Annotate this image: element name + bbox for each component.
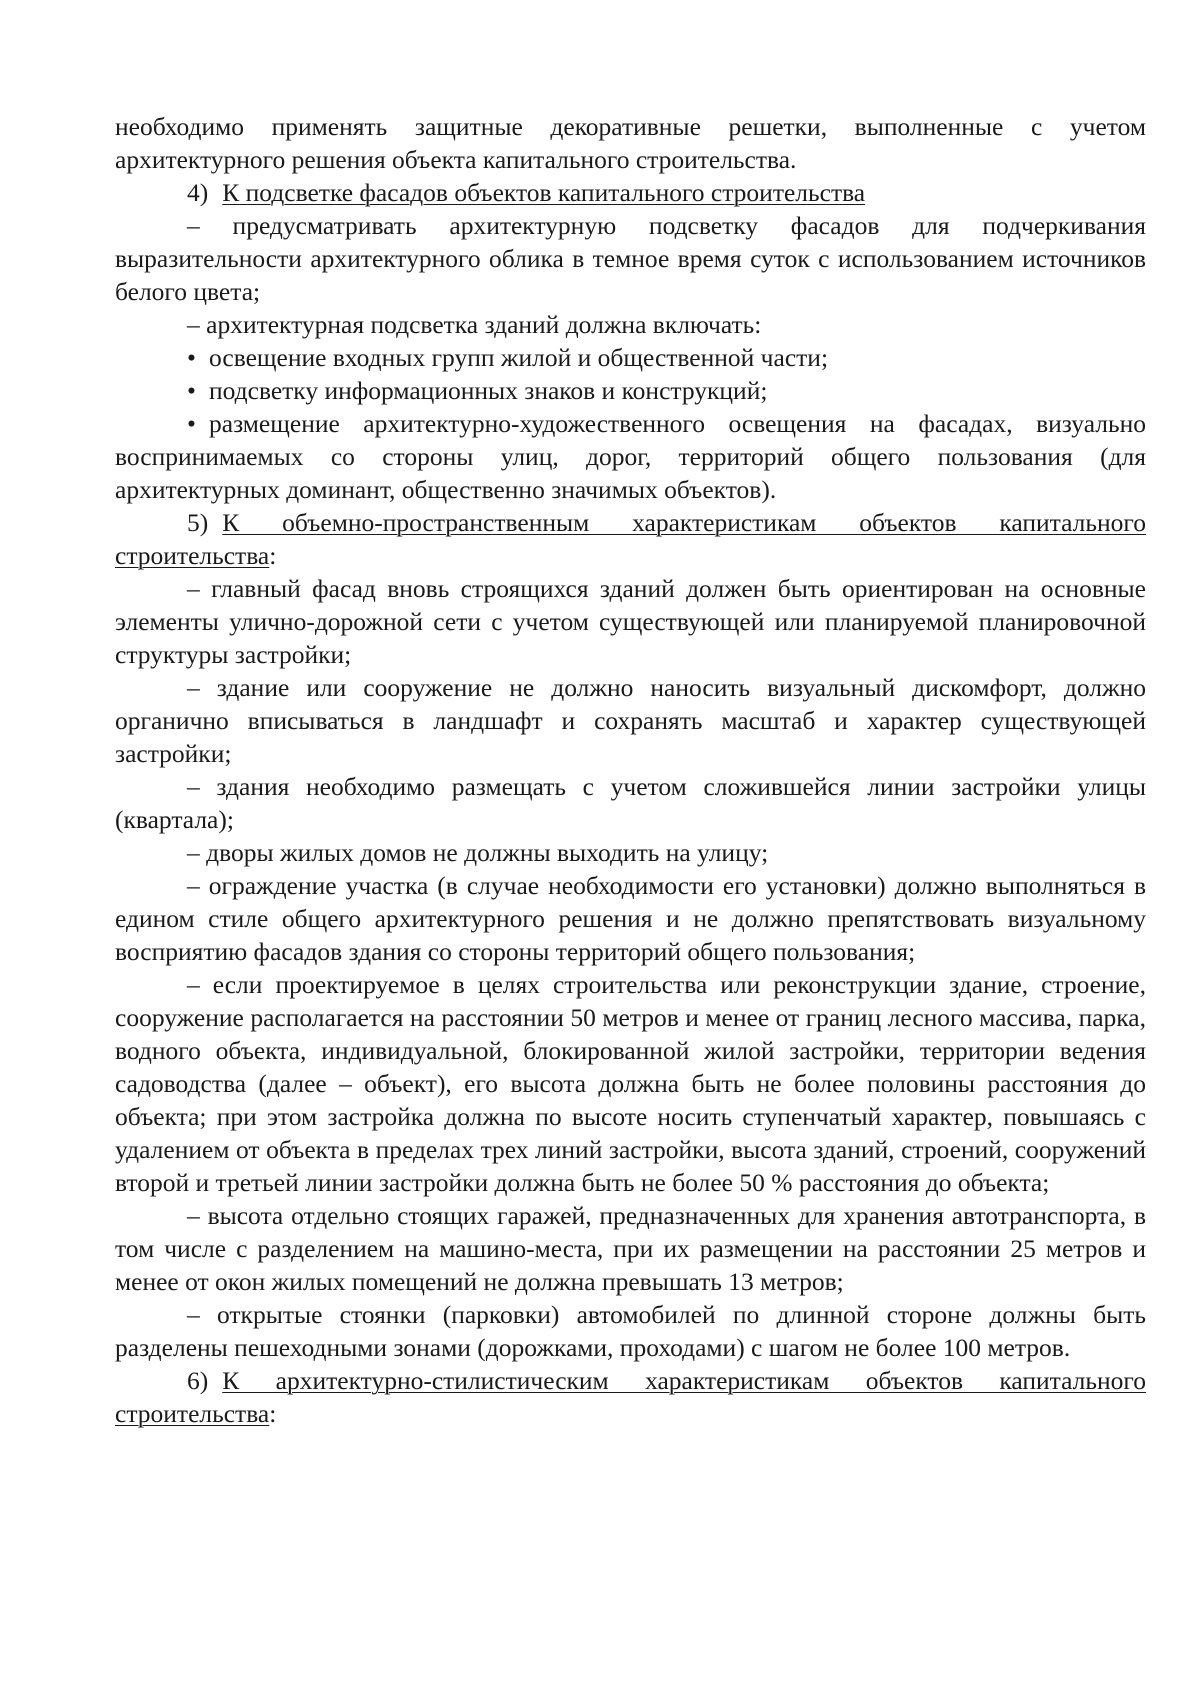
paragraph: – ограждение участка (в случае необходимости его установки) должно выполняться в едином стиле общего архитектурного решения и не должно препятствовать визуальному восприятию фасадов здания со стороны территорий общего пользования; bbox=[115, 871, 1146, 966]
section-colon: : bbox=[269, 1399, 277, 1428]
section-title: К объемно-пространственным характеристикам объектов капитального строительства bbox=[115, 508, 1146, 570]
paragraph: – если проектируемое в целях строительства или реконструкции здание, строение, сооружение располагается на расстоянии 50 метров и менее от границ лесного массива, парка, водного объекта, индивидуальной, блокированной жилой застройки, территории ведения садоводства (далее – объект), его высота должна быть не более половины расстояния до объекта; при этом застройка должна по высоте носить ступенчатый характер, повышаясь с удалением от объекта в пределах трех линий застройки, высота зданий, строений, сооружений второй и третьей линии застройки должна быть не более 50 % расстояния до объекта; bbox=[115, 970, 1146, 1197]
bullet-icon: • bbox=[187, 343, 196, 372]
bullet-text: освещение входных групп жилой и общественной части; bbox=[209, 343, 829, 372]
section-heading-5 bbox=[115, 506, 1146, 572]
section-title: К подсветке фасадов объектов капитального строительства bbox=[222, 178, 866, 207]
paragraph: – главный фасад вновь строящихся зданий должен быть ориентирован на основные элементы улично-дорожной сети с учетом существующей или планируемой планировочной структуры застройки; bbox=[115, 574, 1146, 669]
paragraph: – открытые стоянки (парковки) автомобилей по длинной стороне должны быть разделены пешеходными зонами (дорожками, проходами) с шагом не более 100 метров. bbox=[115, 1300, 1146, 1362]
bullet-text: подсветку информационных знаков и конструкций; bbox=[209, 376, 768, 405]
section-colon: : bbox=[269, 541, 277, 570]
bullet-icon: • bbox=[187, 409, 196, 438]
section-number: 5) bbox=[187, 508, 209, 537]
section-number: 4) bbox=[187, 178, 209, 207]
bullet-item bbox=[115, 407, 1146, 506]
paragraph-intro: необходимо применять защитные декоративные решетки, выполненные с учетом архитектурного решения объекта капитального строительства. bbox=[115, 112, 1146, 174]
section-heading-4 bbox=[115, 176, 1146, 209]
section-heading-6 bbox=[115, 1364, 1146, 1430]
paragraph: – дворы жилых домов не должны выходить на улицу; bbox=[187, 838, 769, 867]
bullet-item bbox=[115, 374, 1146, 407]
paragraph: – высота отдельно стоящих гаражей, предназначенных для хранения автотранспорта, в том числе с разделением на машино-места, при их размещении на расстоянии 25 метров и менее от окон жилых помещений не должна превышать 13 метров; bbox=[115, 1201, 1146, 1296]
bullet-icon: • bbox=[187, 376, 196, 405]
bullet-text: размещение архитектурно-художественного освещения на фасадах, визуально воспринимаемых со стороны улиц, дорог, территорий общего пользования (для архитектурных доминант, общественно значимых объектов). bbox=[115, 409, 1146, 504]
section-number: 6) bbox=[187, 1366, 209, 1395]
paragraph: – архитектурная подсветка зданий должна включать: bbox=[187, 310, 762, 339]
document-page bbox=[115, 110, 1146, 1430]
paragraph: – предусматривать архитектурную подсветку фасадов для подчеркивания выразительности архитектурного облика в темное время суток с использованием источников белого цвета; bbox=[115, 211, 1146, 306]
section-title: К архитектурно-стилистическим характеристикам объектов капитального строительства bbox=[115, 1366, 1146, 1428]
paragraph: – здание или сооружение не должно наносить визуальный дискомфорт, должно органично вписываться в ландшафт и сохранять масштаб и характер существующей застройки; bbox=[115, 673, 1146, 768]
bullet-item bbox=[115, 341, 1146, 374]
paragraph: – здания необходимо размещать с учетом сложившейся линии застройки улицы (квартала); bbox=[115, 772, 1146, 834]
